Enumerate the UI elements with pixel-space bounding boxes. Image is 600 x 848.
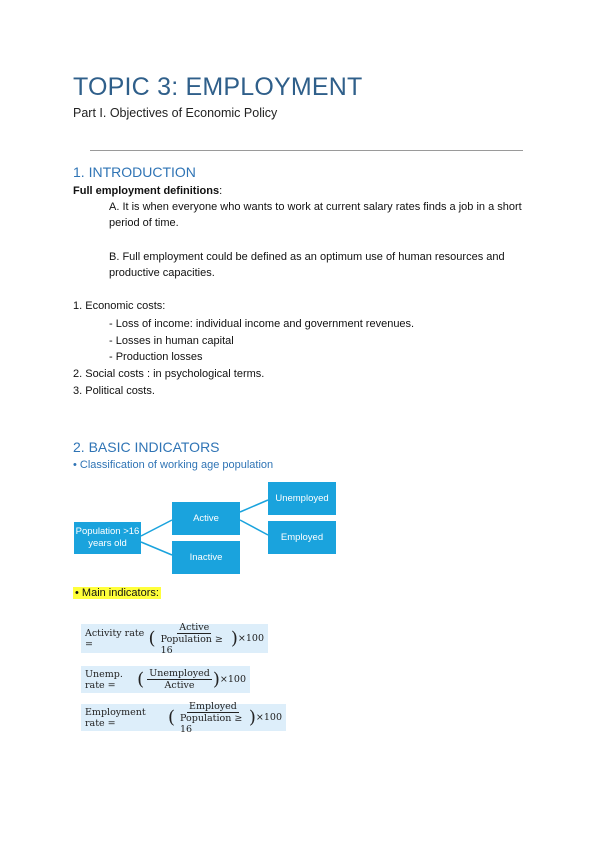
diagram-node-population: Population >16 years old — [74, 522, 141, 554]
paren-open: ( — [137, 668, 145, 690]
diagram-node-unemployed: Unemployed — [268, 482, 336, 515]
cost-subitem: - Losses in human capital — [109, 335, 234, 347]
denominator: Active — [164, 680, 195, 691]
connector-line — [240, 520, 268, 535]
paren-open: ( — [167, 706, 176, 728]
cost-item: 1. Economic costs: — [73, 300, 166, 312]
paren-close: ) — [248, 706, 256, 728]
definitions-colon: : — [219, 185, 223, 197]
fraction — [159, 622, 230, 656]
formula-rhs: ×100 — [219, 674, 246, 685]
denominator: Population ≥ 16 — [180, 712, 243, 735]
section-heading-introduction: 1. INTRODUCTION — [73, 164, 196, 180]
cost-subitem: - Loss of income: individual income and government revenues. — [109, 318, 415, 330]
formula-rhs: ×100 — [255, 712, 282, 723]
formula-employment-rate — [81, 700, 286, 735]
formula-activity-rate — [81, 621, 268, 656]
connector-line — [141, 542, 172, 555]
fraction — [178, 701, 248, 735]
formula-lhs: Activity rate = — [85, 627, 145, 650]
paren-close: ) — [230, 627, 238, 649]
numerator: Employed — [189, 700, 237, 712]
formula-lhs: Unemp. rate = — [85, 668, 123, 691]
formula-rhs: ×100 — [237, 633, 264, 644]
connector-line — [240, 500, 268, 512]
definition-a: A. It is when everyone who wants to work at current salary rates finds a job in a short period of time. — [109, 201, 522, 229]
denominator: Population ≥ 16 — [160, 633, 223, 656]
formula-unemployment-rate — [81, 666, 250, 693]
page-title: TOPIC 3: EMPLOYMENT — [73, 73, 363, 101]
main-indicators-highlight: • Main indicators: — [75, 587, 159, 599]
cost-item: 3. Political costs. — [73, 385, 155, 397]
definitions-label-text: Full employment definitions — [73, 185, 220, 197]
cost-subitem: - Production losses — [109, 351, 203, 363]
formula-lhs: Employment rate = — [85, 706, 146, 729]
section-heading-indicators: 2. BASIC INDICATORS — [73, 439, 220, 455]
diagram-node-inactive: Inactive — [172, 541, 240, 574]
diagram-node-active: Active — [172, 502, 240, 535]
numerator: Active — [179, 621, 210, 633]
cost-item: 2. Social costs : in psychological terms. — [73, 368, 265, 380]
paren-open: ( — [148, 627, 156, 649]
connector-line — [141, 520, 172, 536]
definition-b: B. Full employment could be defined as an optimum use of human resources and productive capacities. — [109, 251, 505, 279]
diagram-node-employed: Employed — [268, 521, 336, 554]
classification-label: • Classification of working age population — [73, 459, 274, 471]
numerator: Unemployed — [149, 668, 210, 679]
fraction — [147, 668, 212, 691]
main-indicators-label — [73, 583, 161, 601]
page-subtitle: Part I. Objectives of Economic Policy — [73, 106, 278, 120]
paren-close: ) — [212, 668, 220, 690]
